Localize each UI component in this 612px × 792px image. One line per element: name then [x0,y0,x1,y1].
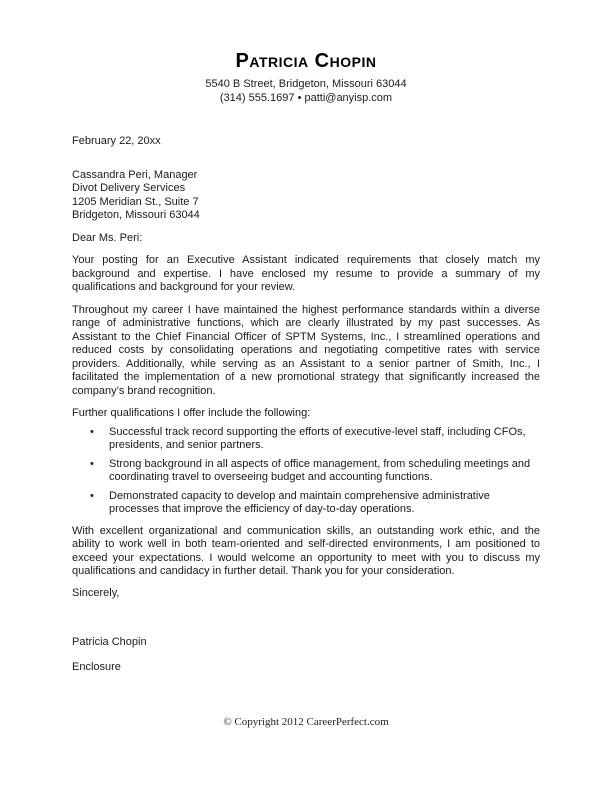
sender-name: Patricia Chopin [235,50,377,72]
qualifications-intro: Further qualifications I offer include the following: [72,407,311,419]
signoff: Sincerely, [72,586,120,599]
bullet-icon: • [90,457,94,470]
bullet-icon: • [90,425,94,438]
opening-paragraph: Your posting for an Executive Assistant indicated requirements that closely match my background and expertise. I have enclosed my resume to provide a summary of my qualifications and background for your review. [72,254,540,293]
list-item [72,426,540,453]
sender-address: 5540 B Street, Bridgeton, Missouri 63044 [205,78,407,90]
qualifications-list [72,426,540,517]
recipient-street-line: 1205 Meridian St., Suite 7 [72,195,199,208]
list-item [72,490,540,517]
experience-paragraph: Throughout my career I have maintained the highest performance standards within a diverse range of administrative functions, which are clearly illustrated by my past successes. As Assistant to the Chief Financial Officer of SPTM Systems, Inc., I streamlined operations and reduced costs by consolidating operations and negotiating competitive rates with service providers. Additionally, while serving as an Assistant to a senior partner of Smith, Inc., I facilitated the implementation of a new promotional strategy that significantly increased the company’s brand recognition. [72,303,540,397]
list-item-text: Successful track record supporting the efforts of executive-level staff, including CFOs, presidents, and senior partners. [109,425,526,451]
sender-contact: (314) 555.1697 • patti@anyisp.com [219,92,393,104]
copyright-footer: © Copyright 2012 CareerPerfect.com [223,716,389,728]
recipient-name-line: Cassandra Peri, Manager [72,168,198,181]
bullet-icon: • [90,489,94,502]
enclosure-note: Enclosure [72,660,121,673]
letter-body [72,135,540,674]
recipient-block [72,169,540,223]
recipient-city-line: Bridgeton, Missouri 63044 [72,209,200,221]
salutation: Dear Ms. Peri: [72,231,143,244]
list-item-text: Strong background in all aspects of office management, from scheduling meetings and coordinating travel to overseeing budget and accounting functions. [109,457,531,483]
list-item-text: Demonstrated capacity to develop and maintain comprehensive administrative processes that improve the efficiency of day-to-day operations. [109,489,490,515]
signature-name: Patricia Chopin [72,636,147,648]
list-item [72,458,540,485]
letter-date: February 22, 20xx [72,135,161,147]
letterhead [0,0,612,105]
closing-paragraph: With excellent organizational and communication skills, an outstanding work ethic, and the ability to work well in both team-oriented and self-directed environments, I am positioned to exceed your expectations. I would welcome an opportunity to meet with you to discuss my qualifications and candidacy in further detail. Thank you for your consideration. [72,524,540,577]
recipient-company-line: Divot Delivery Services [72,182,186,194]
